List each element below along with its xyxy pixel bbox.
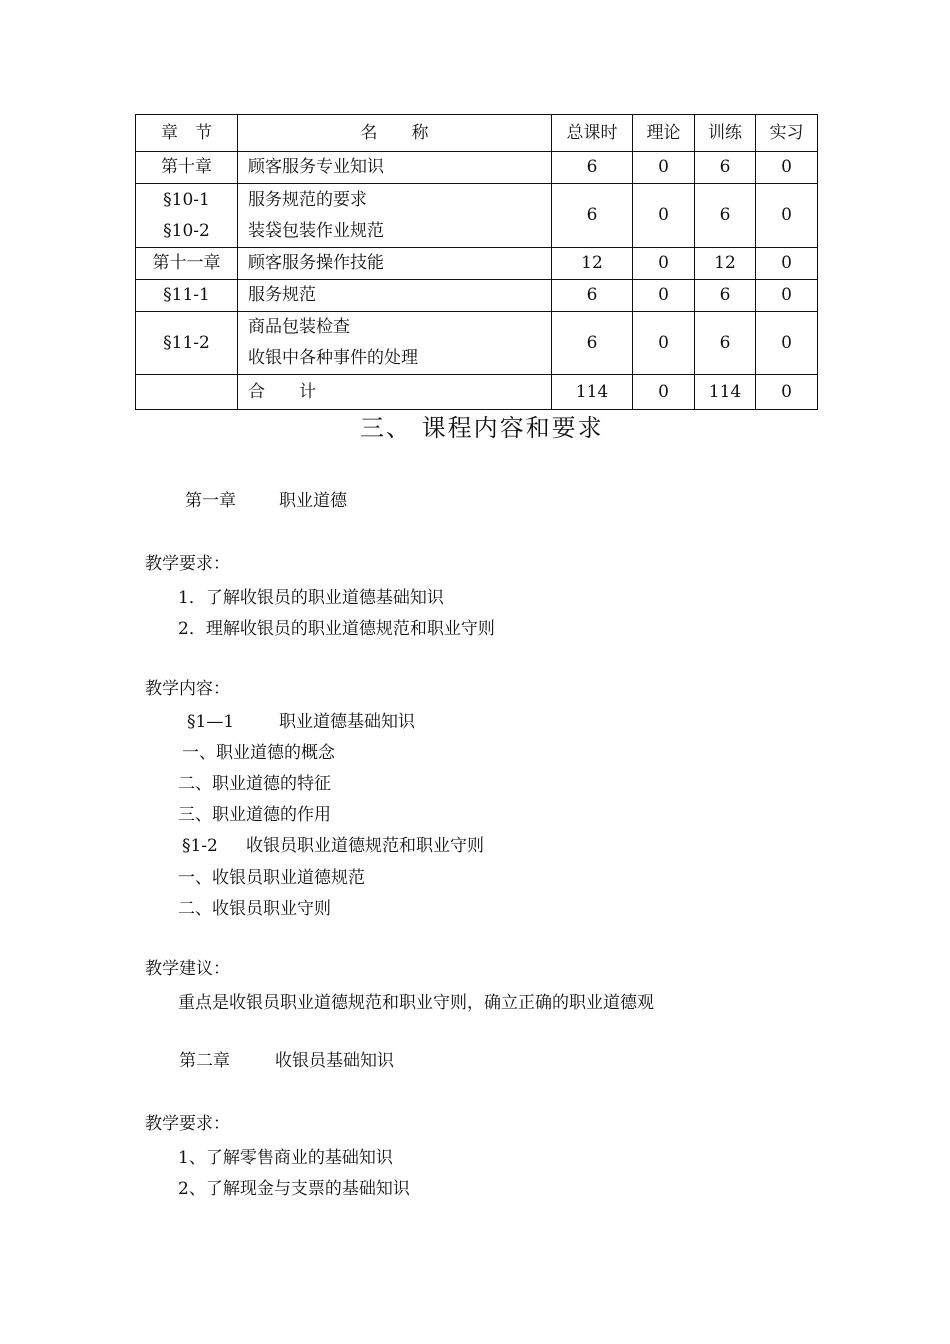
header-practice: 实习 — [756, 115, 818, 152]
cell-theory: 0 — [633, 152, 695, 184]
cell-chapter: 第十一章 — [136, 248, 238, 280]
table-row — [136, 152, 818, 184]
cell-total: 6 — [552, 184, 633, 248]
header-theory: 理论 — [633, 115, 695, 152]
course-hours-table — [135, 114, 818, 410]
content-item: 三、职业道德的作用 — [178, 805, 331, 825]
cell-total: 12 — [552, 248, 633, 280]
cell-chapter — [136, 184, 238, 248]
content-item: 二、职业道德的特征 — [178, 774, 331, 794]
table-total-row — [136, 375, 818, 410]
header-total: 总课时 — [552, 115, 633, 152]
cell-chapter: 第十章 — [136, 152, 238, 184]
chapter2-title: 收银员基础知识 — [275, 1051, 394, 1071]
name-line: 收银中各种事件的处理 — [248, 348, 418, 368]
cell-practice: 0 — [756, 248, 818, 280]
content-item: 一、职业道德的概念 — [182, 743, 335, 763]
chapter-line: §10-2 — [163, 220, 210, 241]
cell-total: 6 — [552, 152, 633, 184]
cell-name: 服务规范 — [238, 280, 552, 312]
cell-training: 6 — [695, 152, 756, 184]
name-line: 装袋包装作业规范 — [248, 220, 384, 241]
table-row — [136, 280, 818, 312]
cell-chapter: §11-1 — [136, 280, 238, 312]
cell-training: 6 — [695, 184, 756, 248]
chapter1-content-label: 教学内容： — [145, 679, 230, 699]
cell-total: 6 — [552, 312, 633, 375]
chapter-line: §10-1 — [163, 189, 210, 210]
table-row — [136, 312, 818, 375]
cell-name — [238, 312, 552, 375]
cell-theory: 0 — [633, 312, 695, 375]
cell-name: 合 计 — [238, 375, 552, 410]
chapter2-req-item: 1、了解零售商业的基础知识 — [178, 1148, 393, 1168]
cell-training: 6 — [695, 312, 756, 375]
cell-name — [238, 184, 552, 248]
cell-chapter: §11-2 — [136, 312, 238, 375]
header-name: 名 称 — [238, 115, 552, 152]
cell-total: 6 — [552, 280, 633, 312]
cell-total: 114 — [552, 375, 633, 410]
chapter1-number: 第一章 — [185, 491, 236, 511]
table-row — [136, 184, 818, 248]
chapter2-req-item: 2、了解现金与支票的基础知识 — [178, 1179, 410, 1199]
chapter1-req-item: 1．了解收银员的职业道德基础知识 — [178, 588, 444, 608]
cell-training: 12 — [695, 248, 756, 280]
cell-name: 顾客服务专业知识 — [238, 152, 552, 184]
content-item: 一、收银员职业道德规范 — [178, 868, 365, 888]
header-training: 训练 — [695, 115, 756, 152]
cell-practice: 0 — [756, 375, 818, 410]
cell-theory: 0 — [633, 184, 695, 248]
chapter2-number: 第二章 — [179, 1051, 230, 1071]
cell-theory: 0 — [633, 280, 695, 312]
chapter1-advice-label: 教学建议： — [145, 959, 230, 979]
section1-1-number: §1—1 — [187, 712, 235, 732]
chapter1-title: 职业道德 — [279, 491, 347, 511]
section-title: 三、 课程内容和要求 — [360, 414, 604, 442]
cell-practice: 0 — [756, 312, 818, 375]
cell-practice: 0 — [756, 184, 818, 248]
cell-practice: 0 — [756, 280, 818, 312]
chapter1-req-label: 教学要求： — [145, 554, 230, 574]
cell-training: 6 — [695, 280, 756, 312]
table-header-row — [136, 115, 818, 152]
content-item: 二、收银员职业守则 — [178, 899, 331, 919]
chapter2-req-label: 教学要求： — [145, 1114, 230, 1134]
name-line: 商品包装检查 — [248, 317, 350, 337]
section1-1-title: 职业道德基础知识 — [279, 712, 415, 732]
cell-chapter — [136, 375, 238, 410]
section1-2-number: §1-2 — [182, 836, 218, 856]
cell-name: 顾客服务操作技能 — [238, 248, 552, 280]
chapter1-req-item: 2．理解收银员的职业道德规范和职业守则 — [178, 619, 495, 639]
cell-theory: 0 — [633, 375, 695, 410]
cell-theory: 0 — [633, 248, 695, 280]
table-row — [136, 248, 818, 280]
name-line: 服务规范的要求 — [248, 189, 367, 210]
cell-training: 114 — [695, 375, 756, 410]
cell-practice: 0 — [756, 152, 818, 184]
header-chapter: 章 节 — [136, 115, 238, 152]
chapter1-advice-text: 重点是收银员职业道德规范和职业守则，确立正确的职业道德观 — [178, 993, 654, 1013]
section1-2-title: 收银员职业道德规范和职业守则 — [246, 836, 484, 856]
